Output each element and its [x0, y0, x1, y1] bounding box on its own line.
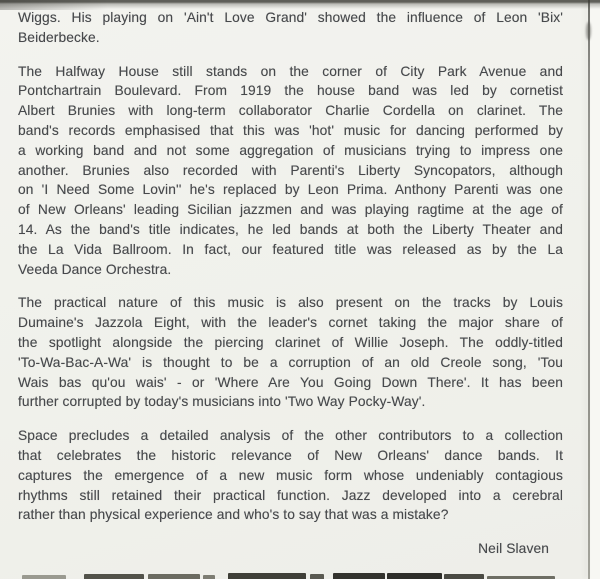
author-credit: Neil Slaven — [478, 541, 549, 557]
photo-edge-strip — [0, 572, 600, 579]
photo-edge-segment — [444, 574, 484, 579]
text-line: 'To-Wa-Bac-A-Wa' is thought to be a corruption of an old Creole song, 'Tou — [18, 354, 563, 370]
paragraph — [18, 426, 563, 525]
text-line: the spotlight alongside the piercing clarinet of Willie Joseph. The oddly-titled — [18, 334, 563, 350]
page-fold-line — [588, 0, 590, 579]
text-line: the La Vida Ballroom. In fact, our featured title was released as by the La — [18, 241, 563, 257]
text-line: Pontchartrain Boulevard. From 1919 the house band was led by cornetist — [18, 83, 563, 99]
photo-edge-segment — [228, 573, 306, 579]
paragraph — [18, 293, 563, 412]
text-line: Wiggs. His playing on 'Ain't Love Grand' showed the influence of Leon 'Bix' — [18, 10, 563, 25]
photo-edge-segment — [387, 573, 442, 579]
text-line: captures the emergence of a new music form whose undeniably contagious — [18, 467, 563, 483]
text-line: Albert Brunies with long-term collaborator Charlie Cordella on clarinet. The — [18, 103, 563, 119]
text-line: of New Orleans' leading Sicilian jazzmen and was playing ragtime at the age of — [18, 202, 563, 218]
photo-edge-segment — [333, 573, 385, 579]
text-line: Space precludes a detailed analysis of the other contributors to a collection — [18, 428, 563, 444]
text-line: Dumaine's Jazzola Eight, with the leader's cornet taking the major share of — [18, 315, 563, 331]
liner-notes-text — [18, 8, 563, 559]
paragraph — [18, 8, 563, 48]
text-line: further corrupted by today's musicians into 'Two Way Pocky-Way'. — [18, 394, 426, 410]
text-line: Beiderbecke. — [18, 29, 100, 45]
text-line: Wais bas qu'ou wais' - or 'Where Are You Going Down There'. It has been — [18, 374, 563, 390]
text-line: rather than physical experience and who's to say that was a mistake? — [18, 507, 449, 523]
text-line: band's records emphasised that this was 'hot' music for dancing performed by — [18, 122, 563, 138]
photo-edge-segment — [310, 574, 324, 579]
text-line: rhythms still retained their practical function. Jazz developed into a cerebral — [18, 487, 563, 503]
text-line: that celebrates the historic relevance of New Orleans' dance bands. It — [18, 447, 563, 463]
photo-edge-segment — [22, 575, 66, 579]
paragraph — [18, 62, 563, 280]
text-line: The practical nature of this music is also present on the tracks by Louis — [18, 295, 563, 311]
text-line: The Halfway House still stands on the corner of City Park Avenue and — [18, 63, 563, 79]
text-line: on 'I Need Some Lovin'' he's replaced by Leon Prima. Anthony Parenti was one — [18, 182, 563, 198]
text-line: Veeda Dance Orchestra. — [18, 261, 172, 277]
photo-edge-segment — [148, 574, 200, 579]
page-edge-margin — [590, 0, 600, 579]
text-line: another. Brunies also recorded with Parenti's Liberty Syncopators, although — [18, 162, 563, 178]
photo-edge-segment — [84, 574, 144, 579]
text-line: a working band and not some aggregation of musicians trying to impress one — [18, 142, 563, 158]
paragraph-container — [18, 8, 563, 525]
photo-edge-segment — [203, 575, 215, 579]
text-line: 14. As the band's title indicates, he led bands at both the Liberty Theater and — [18, 221, 563, 237]
fold-line-smudge — [586, 22, 591, 40]
